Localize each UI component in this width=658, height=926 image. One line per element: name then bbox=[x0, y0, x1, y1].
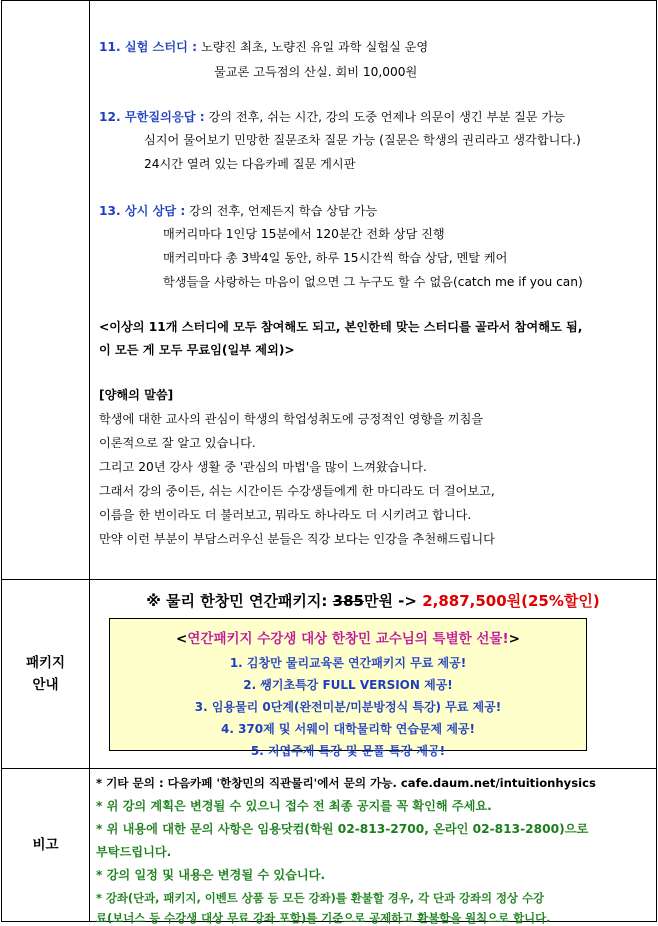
remark-line: * 기타 문의 : 다음카페 '한창민의 직관물리'에서 문의 가능. cafe.daum.net/intuitionhysics bbox=[96, 776, 596, 790]
notice-line: 이름을 한 번이라도 더 불러보고, 뭐라도 하나라도 더 시키려고 합니다. bbox=[99, 508, 472, 522]
remarks-row bbox=[2, 769, 657, 922]
gift-box bbox=[109, 618, 587, 758]
notice-line: 만약 이런 부분이 부담스러우신 분들은 직강 보다는 인강을 추천해드립니다 bbox=[99, 532, 495, 546]
package-label-line2: 안내 bbox=[32, 677, 59, 693]
remark-line: 료(보너스 등 수강생 대상 무료 강좌 포함)를 기준으로 공제하고 환불함을 원칙으로 합니다. bbox=[96, 911, 551, 925]
package-label-cell bbox=[2, 580, 90, 769]
study-11-line2: 물교론 고득점의 산실. 회비 10,000원 bbox=[214, 65, 418, 79]
package-new-price: 2,887,500원(25%할인) bbox=[422, 592, 600, 610]
study-content-cell bbox=[90, 1, 657, 580]
gift-title bbox=[110, 627, 586, 647]
summary-line1: <이상의 11개 스터디에 모두 참여해도 되고, 본인한테 맞는 스터디를 골라서 참여해도 됨, bbox=[99, 320, 583, 334]
study-11-title: 11. 실험 스터디 : bbox=[99, 40, 198, 54]
study-13-line1: 강의 전후, 언제든지 학습 상담 가능 bbox=[189, 204, 378, 218]
gift-title-text: 연간패키지 수강생 대상 한창민 교수님의 특별한 선물! bbox=[187, 631, 509, 647]
study-13-line3: 매커리마다 총 3박4일 동안, 하루 15시간씩 학습 상담, 멘탈 케어 bbox=[163, 251, 508, 265]
notice-line: 이론적으로 잘 알고 있습니다. bbox=[99, 436, 256, 450]
study-11-line1: 노량진 최초, 노량진 유일 과학 실험실 운영 bbox=[200, 40, 429, 54]
gift-item: 2. 쌩기초특강 FULL VERSION 제공! bbox=[243, 678, 453, 692]
notice-line: 그리고 20년 강사 생활 중 '관심의 마법'을 많이 느껴왔습니다. bbox=[99, 460, 427, 474]
study-row bbox=[2, 1, 657, 580]
study-13 bbox=[99, 203, 377, 219]
notice-title: [양해의 말씀] bbox=[99, 388, 174, 402]
package-title-prefix: ※ 물리 한창민 연간패키지: bbox=[146, 592, 328, 610]
gift-item: 3. 임용물리 0단계(완전미분/미분방정식 특강) 무료 제공! bbox=[194, 700, 502, 714]
remark-line: * 위 내용에 대한 문의 사항은 임용닷컴(학원 02-813-2700, 온라인 02-813-2800)으로 bbox=[96, 822, 589, 836]
remarks-label-cell bbox=[2, 769, 90, 922]
remarks-label: 비고 bbox=[32, 837, 59, 853]
study-12-line1: 강의 전후, 쉬는 시간, 강의 도중 언제나 의문이 생긴 부분 질문 가능 bbox=[208, 110, 565, 124]
package-old-price-unit: 만원 -> bbox=[363, 592, 417, 610]
notice-line: 학생에 대한 교사의 관심이 학생의 학업성취도에 긍정적인 영향을 끼침을 bbox=[99, 412, 484, 426]
study-12 bbox=[99, 109, 565, 125]
study-label-cell bbox=[2, 1, 90, 580]
study-13-line2: 매커리마다 1인당 15분에서 120분간 전화 상담 진행 bbox=[163, 227, 445, 241]
remark-line: * 강좌(단과, 패키지, 이벤트 상품 등 모든 강좌)를 환불할 경우, 각 단과 강좌의 정상 수강 bbox=[96, 891, 544, 905]
package-label-line1: 패키지 bbox=[25, 655, 66, 671]
package-content-cell bbox=[90, 580, 657, 769]
study-12-line2: 심지어 물어보기 민망한 질문조차 질문 가능 (질문은 학생의 권리라고 생각합니다.) bbox=[144, 133, 581, 147]
summary-line2: 이 모든 게 모두 무료임(일부 제외)> bbox=[99, 343, 295, 357]
remarks-content-cell bbox=[90, 769, 657, 925]
study-12-title: 12. 무한질의응답 : bbox=[99, 110, 205, 124]
gift-title-close: > bbox=[508, 631, 520, 647]
gift-item: 1. 김창만 물리교육론 연간패키지 무료 제공! bbox=[229, 656, 467, 670]
remark-line: 부탁드립니다. bbox=[96, 845, 172, 859]
study-13-line4: 학생들을 사랑하는 마음이 없으면 그 누구도 할 수 없음(catch me if you can) bbox=[163, 275, 583, 289]
remark-line: * 강의 일정 및 내용은 변경될 수 있습니다. bbox=[96, 868, 326, 882]
gift-item: 5. 지엽주제 특강 및 문풀 특강 제공! bbox=[250, 744, 446, 758]
package-price-title bbox=[90, 590, 656, 611]
remark-line: * 위 강의 계획은 변경될 수 있으니 접수 전 최종 공지를 꼭 확인해 주세요. bbox=[96, 799, 492, 813]
gift-item: 4. 370제 및 서웨이 대학물리학 연습문제 제공! bbox=[221, 722, 475, 736]
package-old-price: 385 bbox=[332, 592, 364, 610]
notice-line: 그래서 강의 중이든, 쉬는 시간이든 수강생들에게 한 마디라도 더 걸어보고, bbox=[99, 484, 495, 498]
study-11 bbox=[99, 39, 428, 55]
package-row bbox=[2, 580, 657, 769]
study-12-line3: 24시간 열려 있는 다음카페 질문 게시판 bbox=[144, 157, 356, 171]
course-info-table bbox=[1, 0, 657, 925]
study-13-title: 13. 상시 상담 : bbox=[99, 204, 186, 218]
gift-title-open: < bbox=[176, 631, 188, 647]
